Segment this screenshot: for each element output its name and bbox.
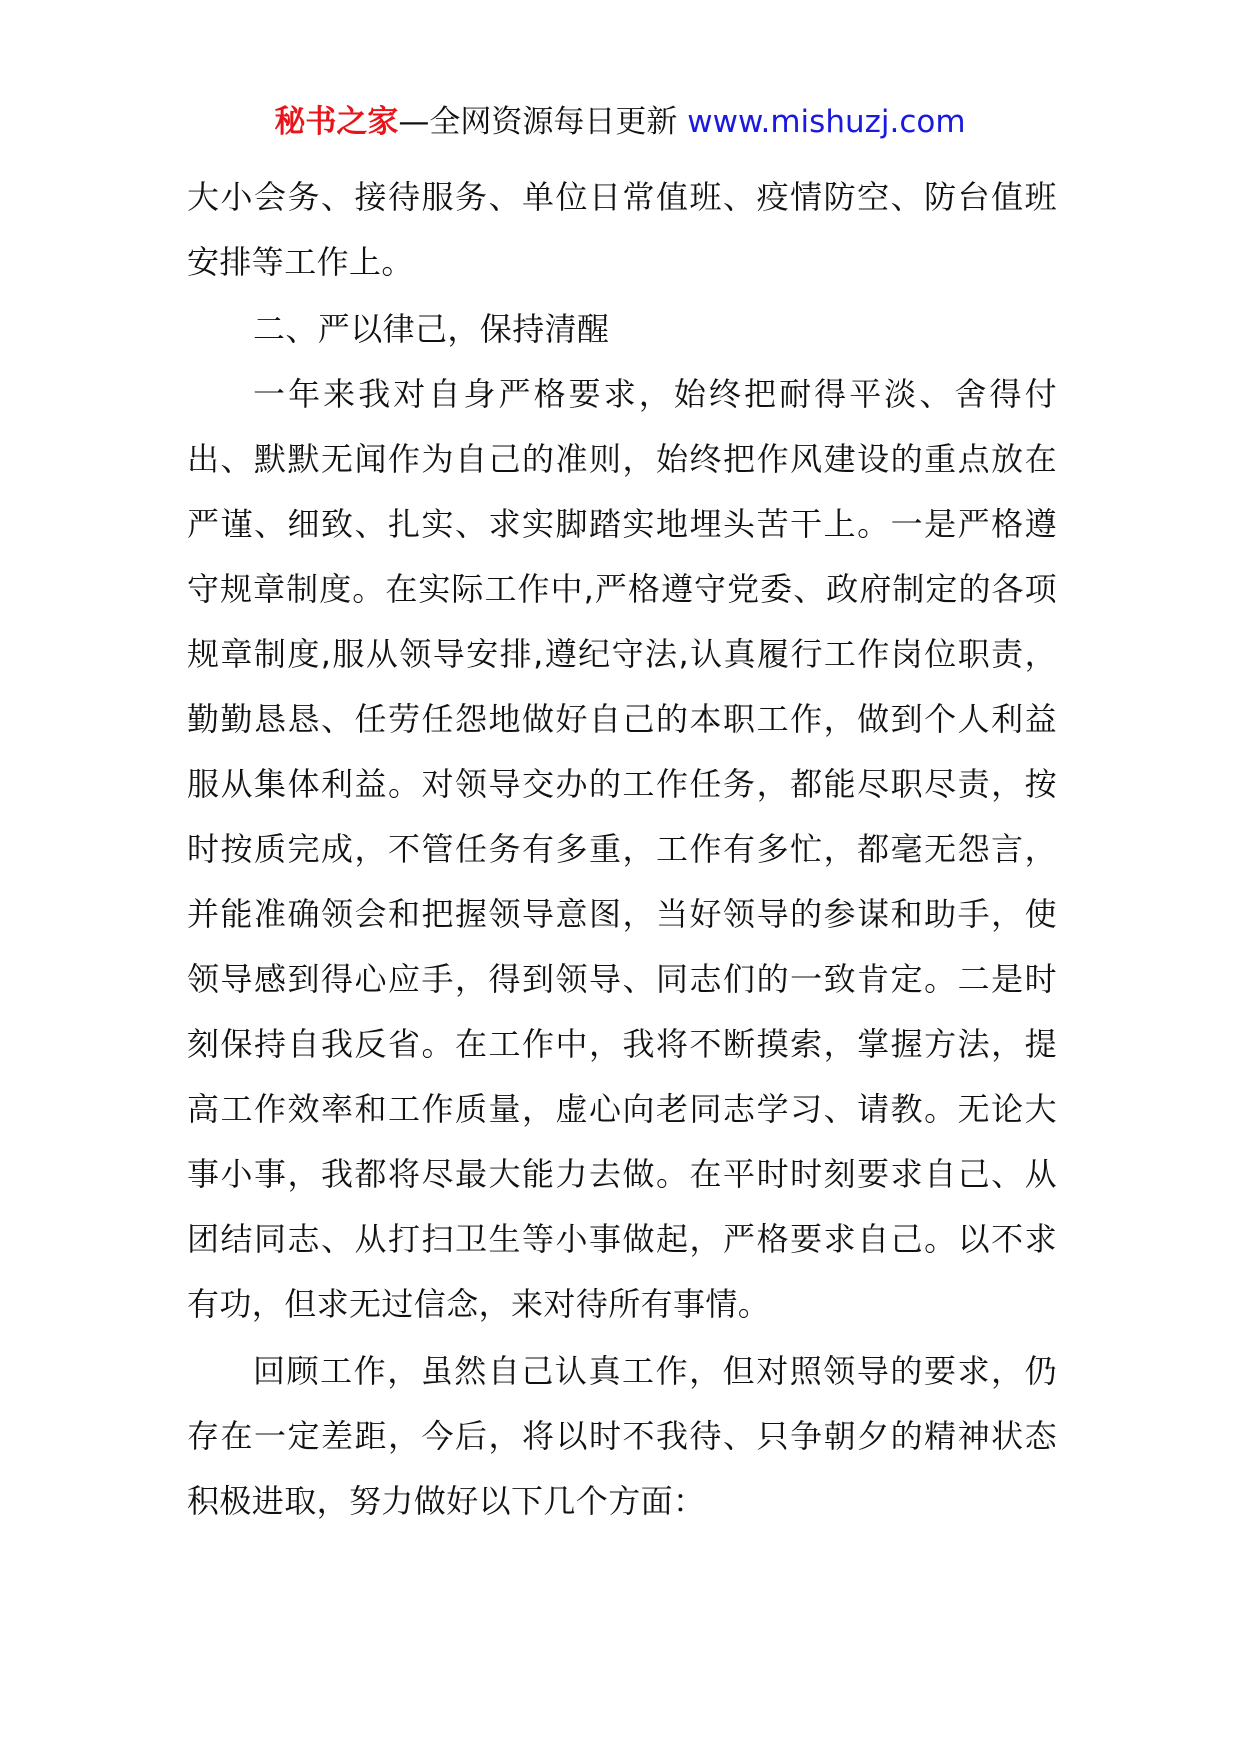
document-body: [187, 165, 1057, 1534]
paragraph-review: 回顾工作，虽然自己认真工作，但对照领导的要求，仍存在一定差距，今后，将以时不我待、只争朝夕的精神状态积极进取，努力做好以下几个方面：: [187, 1352, 1057, 1520]
paragraph-body: 一年来我对自身严格要求，始终把耐得平淡、舍得付出、默默无闻作为自己的准则，始终把作风建设的重点放在严谨、细致、扎实、求实脚踏实地埋头苦干上。一是严格遵守规章制度。在实际工作中,严格遵守党委、政府制定的各项规章制度,服从领导安排,遵纪守法,认真履行工作岗位职责，勤勤恳恳、任劳任怨地做好自己的本职工作，做到个人利益服从集体利益。对领导交办的工作任务，都能尽职尽责，按时按质完成，不管任务有多重，工作有多忙，都毫无怨言，并能准确领会和把握领导意图，当好领导的参谋和助手，使领导感到得心应手，得到领导、同志们的一致肯定。二是时刻保持自我反省。在工作中，我将不断摸索，掌握方法，提高工作效率和工作质量，虚心向老同志学习、请教。无论大事小事，我都将尽最大能力去做。在平时时刻要求自己、从团结同志、从打扫卫生等小事做起，严格要求自己。以不求有功，但求无过信念，来对待所有事情。: [187, 375, 1057, 1323]
page-header: [0, 100, 1240, 144]
paragraph-continuation: 大小会务、接待服务、单位日常值班、疫情防空、防台值班安排等工作上。: [187, 178, 1057, 281]
header-url[interactable]: www.mishuzj.com: [687, 104, 966, 140]
section-heading: 二、严以律己，保持清醒: [253, 310, 610, 348]
brand-name: 秘书之家: [274, 104, 399, 140]
header-tagline: —全网资源每日更新: [398, 104, 688, 140]
